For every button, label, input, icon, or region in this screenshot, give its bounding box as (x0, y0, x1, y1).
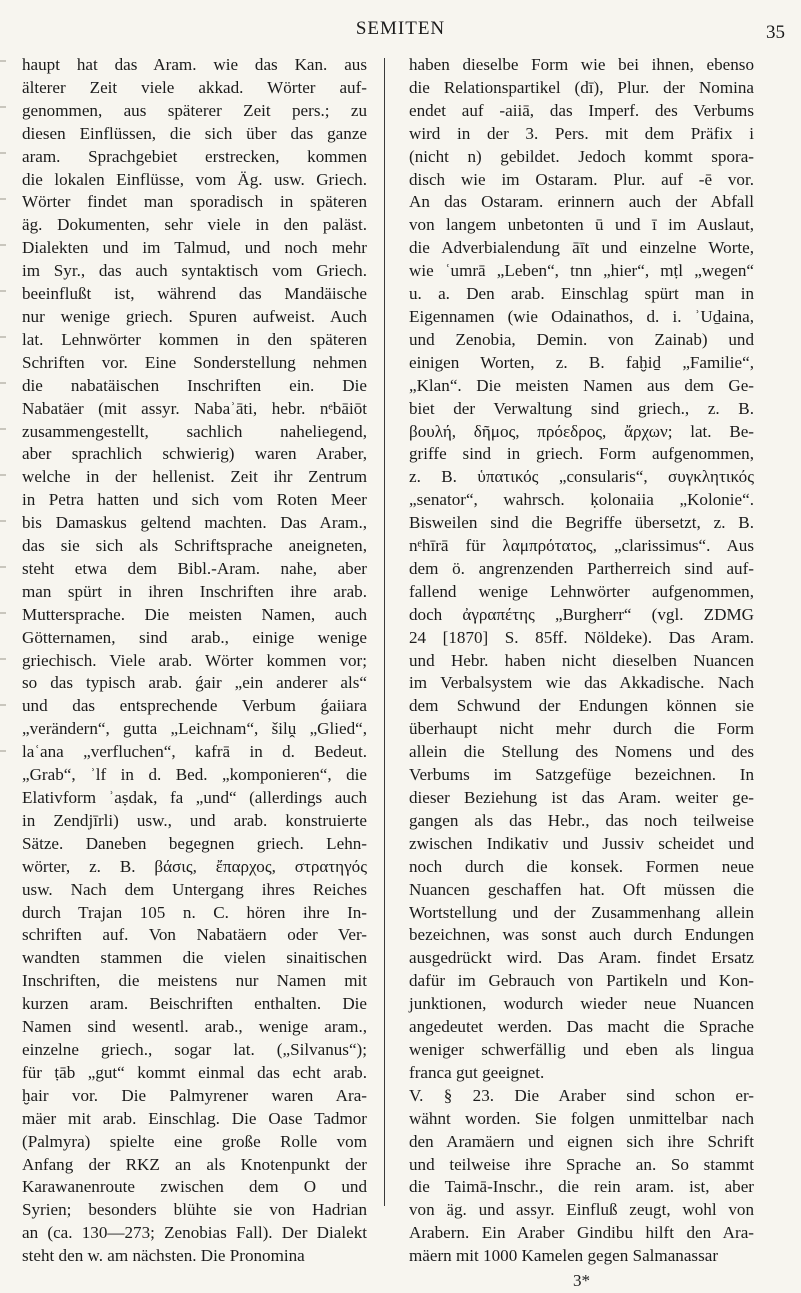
text-line: genommen, aus späterer Zeit pers.; zu (22, 100, 367, 120)
text-line: und Hebr. haben nicht dieselben Nuancen (409, 650, 754, 670)
text-line: „senator“, wahrsch. ḳolonaiia „Kolonie“. (409, 490, 754, 510)
text-line: dem ö. angrenzenden Partherreich sind auf- (409, 558, 754, 578)
text-line: (nicht n) gebildet. Jedoch kommt spora- (409, 146, 754, 166)
text-line: steht etwa dem Bibl.-Aram. nahe, aber (22, 558, 367, 578)
text-line: Namen sind wesentl. arab., wenige aram., (22, 1017, 367, 1037)
left-text-column (22, 54, 367, 1268)
text-line: wandten stammen die vielen sinaitischen (22, 948, 367, 968)
text-line: man spürt in ihren Inschriften ihre arab. (22, 581, 367, 601)
text-line: dafür im Gebrauch von Partikeln und Kon- (409, 971, 754, 991)
text-line: im Verbalsystem wie das Akkadische. Nach (409, 673, 754, 693)
text-line: durch Trajan 105 n. C. hören ihre In- (22, 902, 367, 922)
text-line: aber sprachlich schwierig) waren Araber, (22, 444, 367, 464)
text-line: Bisweilen sind die Begriffe übersetzt, z. B. (409, 513, 754, 533)
text-line: zwischen Indikativ und Jussiv scheidet und (409, 833, 754, 853)
text-line: älterer Zeit viele akkad. Wörter auf- (22, 77, 367, 97)
text-line: u. a. Den arab. Einschlag spürt man in (409, 284, 754, 304)
text-line: Wortstellung und der Zusammenhang allein (409, 902, 754, 922)
text-line: beeinflußt ist, während das Mandäische (22, 284, 367, 304)
column-rule (384, 58, 385, 1206)
text-line: Schriften vor. Eine Sonderstellung nehmen (22, 352, 367, 372)
text-line: die lokalen Einflüsse, vom Äg. usw. Griech. (22, 169, 367, 189)
text-line: Eigennamen (wie Odainathos, d. i. ʾUḏaina, (409, 306, 754, 326)
text-line: mäer mit arab. Einschlag. Die Oase Tadmor (22, 1108, 367, 1128)
text-line: bis Damaskus geltend machten. Das Aram., (22, 513, 367, 533)
page-number: 35 (766, 22, 785, 43)
text-line: einigen Worten, z. B. faḫiḏ „Familie“, (409, 352, 754, 372)
text-line: laʿana „verfluchen“, kafrā in d. Bedeut. (22, 742, 367, 762)
text-line: für ṭāb „gut“ kommt einmal das echt arab. (22, 1062, 367, 1082)
text-line: im Syr., das auch syntaktisch vom Griech. (22, 261, 367, 281)
text-line: doch ἀγραπέτης „Burgherr“ (vgl. ZDMG (409, 604, 754, 624)
text-line: biet der Verwaltung sind griech., z. B. (409, 398, 754, 418)
text-line: Götternamen, sind arab., einige wenige (22, 627, 367, 647)
text-line: zusammengestellt, sachlich naheliegend, (22, 421, 367, 441)
text-line: disch wie im Ostaram. Plur. auf -ē vor. (409, 169, 754, 189)
text-line: von äg. und assyr. Einfluß zeugt, wohl von (409, 1200, 754, 1220)
text-line: von langem unbetonten ū und ī im Auslaut, (409, 215, 754, 235)
text-line: wird in der 3. Pers. mit dem Präfix i (409, 123, 754, 143)
text-line: mäern mit 1000 Kamelen gegen Salmanassar (409, 1246, 719, 1266)
text-line: Verbums im Satzgefüge bezeichnen. In (409, 765, 754, 785)
text-line: lat. Lehnwörter kommen in den späteren (22, 329, 367, 349)
text-line: nur wenige griech. Spuren aufweist. Auch (22, 306, 367, 326)
text-line: wörter, z. B. βάσις, ἔπαρχος, στρατηγός (22, 856, 367, 876)
text-line: griechisch. Viele arab. Wörter kommen vor; (22, 650, 367, 670)
text-line: Arabern. Ein Araber Gindibu hilft den Ara- (409, 1223, 754, 1243)
text-line: äg. Dokumenten, sehr viele in den paläst. (22, 215, 367, 235)
text-line: Karawanenroute zwischen dem O und (22, 1177, 367, 1197)
text-line: die nabatäischen Inschriften ein. Die (22, 375, 367, 395)
text-line: wie ʿumrā „Leben“, tnn „hier“, mṭl „wegen“ (409, 261, 754, 281)
text-line: z. B. ὑπατικός „consularis“, συγκλητικός (409, 467, 754, 487)
text-line: den Aramäern und eignen sich ihre Schrift (409, 1131, 754, 1151)
text-line: bezeichnen, was sonst auch durch Endungen (409, 925, 754, 945)
text-line: fallend wenige Lehnwörter aufgenommen, (409, 581, 754, 601)
text-line: an (ca. 130—273; Zenobias Fall). Der Dialekt (22, 1223, 367, 1243)
text-line: ausgedrückt wird. Das Aram. findet Ersatz (409, 948, 754, 968)
text-line: franca gut geeignet. (409, 1062, 545, 1082)
text-line: die Relationspartikel (dī), Plur. der Nomina (409, 77, 754, 97)
text-line: (Palmyra) spielte eine große Rolle vom (22, 1131, 367, 1151)
text-line: ḫair vor. Die Palmyrener waren Ara- (22, 1085, 367, 1105)
text-line: und Zenobia, Demin. von Zainab) und (409, 329, 754, 349)
text-line: „verändern“, gutta „Leichnam“, šilṷ „Glied“, (22, 719, 367, 739)
running-title: SEMITEN (355, 18, 446, 39)
text-line: Elativform ʾaṣdak, fa „und“ (allerdings auch (22, 788, 367, 807)
text-line: Nuancen geschaffen hat. Oft müssen die (409, 879, 754, 899)
text-line: diesen Einflüssen, die sich über das ganze (22, 123, 367, 143)
text-line: endet auf -aiiā, das Imperf. des Verbums (409, 100, 754, 120)
text-line: Wörter findet man sporadisch in späteren (22, 192, 367, 212)
text-line: in Zendjīrli) usw., und arab. konstruierte (22, 810, 367, 830)
text-line: einzelne griech., sogar lat. („Silvanus“); (22, 1039, 367, 1059)
text-line: nᵉhīrā für λαμπρότατος, „clarissimus“. Aus (409, 536, 754, 556)
text-line: in Petra hatten und sich vom Roten Meer (22, 490, 367, 510)
text-line: Dialekten und im Talmud, und noch mehr (22, 238, 367, 258)
text-line: kurzen aram. Beischriften enthalten. Die (22, 994, 367, 1014)
text-line: junktionen, wodurch wieder neue Nuancen (409, 994, 754, 1014)
text-line: die Taimā-Inschr., die rein aram. ist, aber (409, 1177, 754, 1197)
text-line: aram. Sprachgebiet erstrecken, kommen (22, 146, 367, 166)
text-line: Muttersprache. Die meisten Namen, auch (22, 604, 367, 624)
text-line: das sie sich als Schriftsprache aneigneten, (22, 536, 367, 556)
text-line: dieser Beziehung ist das Aram. weiter ge- (409, 788, 754, 807)
text-line: die Adverbialendung āīt und einzelne Worte, (409, 238, 754, 258)
text-line: allein die Stellung des Nomens und des (409, 742, 754, 762)
text-line: überhaupt nicht mehr durch die Form (409, 719, 754, 739)
text-line: haben dieselbe Form wie bei ihnen, ebenso (409, 55, 754, 74)
text-line: schriften auf. Von Nabatäern oder Ver- (22, 925, 367, 945)
running-head (0, 14, 801, 44)
text-line: griffe sind in griech. Form aufgenommen, (409, 444, 754, 464)
text-line: βουλή, δῆμος, πρόεδρος, ἄρχων; lat. Be- (409, 421, 754, 441)
text-line: V. § 23. Die Araber sind schon er- (409, 1085, 754, 1105)
text-line: Nabatäer (mit assyr. Nabaʾāti, hebr. nᵉbāiōt (22, 398, 367, 418)
text-line: gangen als das Hebr., das noch teilweise (409, 810, 754, 830)
text-line: wähnt worden. Sie folgen unmittelbar nach (409, 1108, 754, 1128)
text-line: so das typisch arab. ǵair „ein anderer als“ (22, 673, 367, 693)
text-line: steht den w. am nächsten. Die Pronomina (22, 1246, 305, 1266)
signature-mark: 3* (572, 1271, 591, 1291)
text-line: Inschriften, die meistens nur Namen mit (22, 971, 367, 991)
text-line: angedeutet werden. Das macht die Sprache (409, 1017, 754, 1037)
text-line: „Klan“. Die meisten Namen aus dem Ge- (409, 375, 754, 395)
text-line: weniger schwerfällig und eben als lingua (409, 1039, 754, 1059)
text-line: haupt hat das Aram. wie das Kan. aus (22, 55, 367, 74)
text-line: 24 [1870] S. 85ff. Nöldeke). Das Aram. (409, 627, 754, 647)
text-line: noch durch die konsek. Formen neue (409, 856, 754, 876)
text-line: und das entsprechende Verbum ǵaiiara (22, 696, 367, 716)
text-line: dem Schwund der Endungen können sie (409, 696, 754, 716)
right-text-column (409, 54, 754, 1293)
text-line: welche in der hellenist. Zeit ihr Zentrum (22, 467, 367, 487)
text-line: Sätze. Daneben begegnen griech. Lehn- (22, 833, 367, 853)
text-line: Anfang der RKZ an als Knotenpunkt der (22, 1154, 367, 1174)
text-line: „Grab“, ʾlf in d. Bed. „komponieren“, die (22, 765, 367, 785)
text-line: An das Ostaram. erinnern auch der Abfall (409, 192, 754, 212)
text-line: usw. Nach dem Untergang ihres Reiches (22, 879, 367, 899)
text-line: und teilweise ihre Sprache an. So stammt (409, 1154, 754, 1174)
text-line: Syrien; besonders blühte sie von Hadrian (22, 1200, 367, 1220)
binding-edge-shadow (0, 60, 6, 780)
